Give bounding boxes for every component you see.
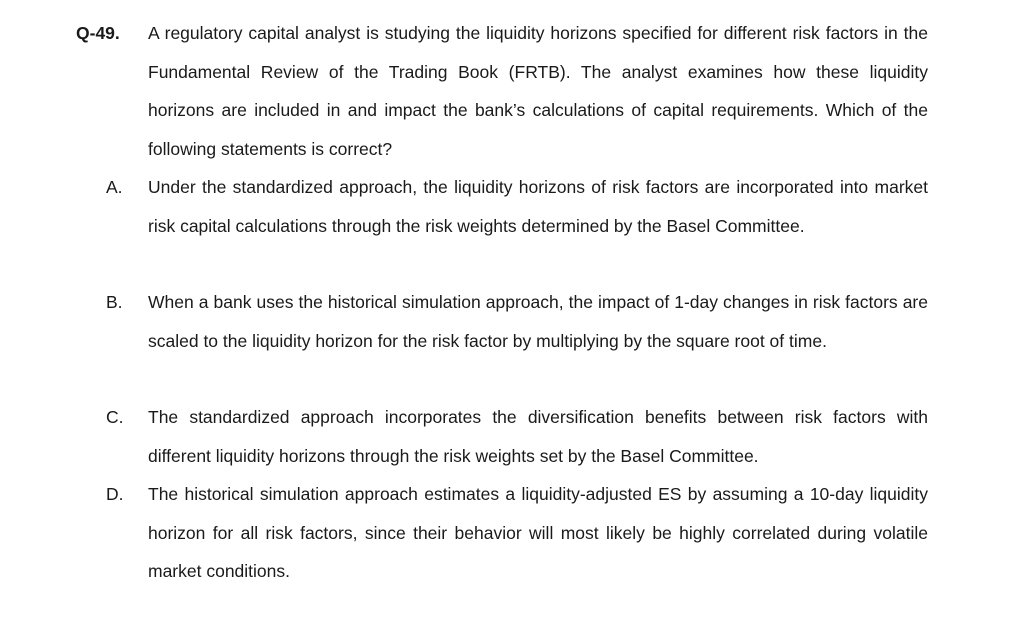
option-c-label: C. <box>106 407 124 427</box>
question-number: Q-49. <box>76 23 120 43</box>
option-b-label: B. <box>106 292 123 312</box>
option-d-text: The historical simulation approach estimates a liquidity-adjusted ES by assuming a 10-day liquidity horizon for all risk factors, since their behavior will most likely be highly correlated during volatile market conditions. <box>148 484 928 581</box>
option-a-label: A. <box>106 177 123 197</box>
option-b-text: When a bank uses the historical simulation approach, the impact of 1-day changes in risk factors are scaled to the liquidity horizon for the risk factor by multiplying by the square root of time. <box>148 292 928 351</box>
option-a-text: Under the standardized approach, the liquidity horizons of risk factors are incorporated into market risk capital calculations through the risk weights determined by the Basel Committee. <box>148 177 928 236</box>
option-d-label: D. <box>106 484 124 504</box>
question-text: A regulatory capital analyst is studying the liquidity horizons specified for different risk factors in the Fundamental Review of the Trading Book (FRTB). The analyst examines how these liquidity horizons are included in and impact the bank’s calculations of capital requirements. Which of the following statements is correct? <box>148 23 928 159</box>
option-c-text: The standardized approach incorporates the diversification benefits between risk factors with different liquidity horizons through the risk weights set by the Basel Committee. <box>148 407 928 466</box>
